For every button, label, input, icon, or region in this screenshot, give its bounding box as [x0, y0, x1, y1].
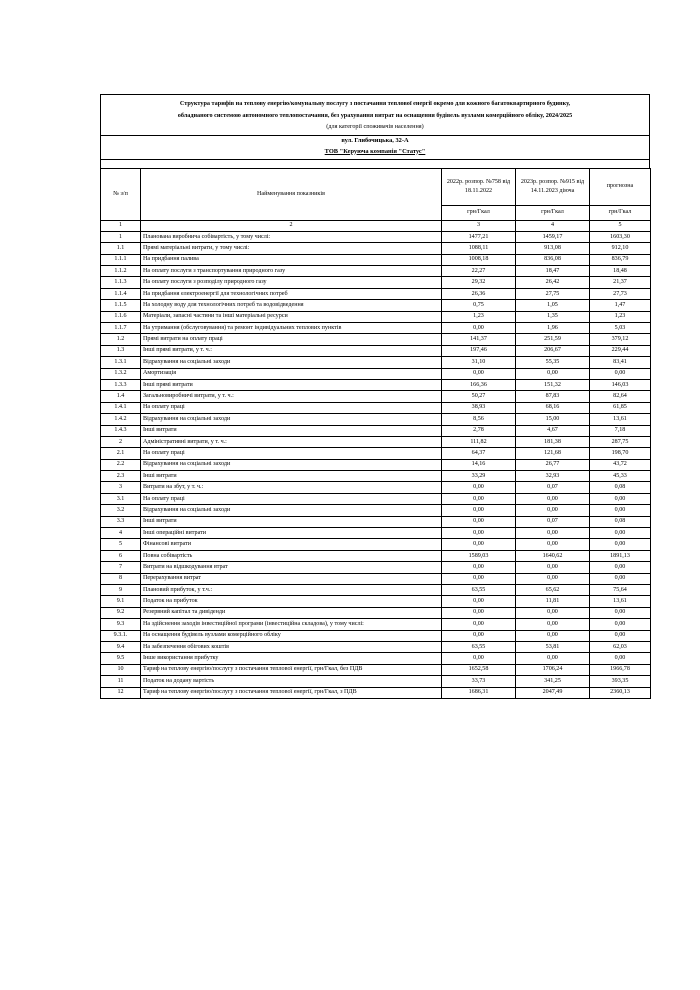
row-value-forecast: 83,41: [590, 357, 651, 368]
row-name: Прямі матеріальні витрати, у тому числі:: [141, 243, 442, 254]
row-name: Інші витрати: [141, 471, 442, 482]
row-num: 2.3: [101, 471, 141, 482]
table-row: [101, 402, 651, 413]
row-name: На здійснення заходів інвестиційної програми (інвестиційна складова), у тому числі:: [141, 619, 442, 630]
row-value-forecast: 75,64: [590, 585, 651, 596]
row-num: 1.1.5: [101, 300, 141, 311]
row-value-forecast: 0,00: [590, 653, 651, 664]
row-num: 12: [101, 687, 141, 698]
row-value-2022: 0,00: [442, 596, 516, 607]
table-row: [101, 277, 651, 288]
table-row: [101, 231, 651, 242]
row-value-2023: 0,00: [516, 607, 590, 618]
header-2023: 2023р. розпор. №915 від 14.11.2023 діюча: [516, 168, 590, 205]
row-value-2023: 65,62: [516, 585, 590, 596]
row-value-forecast: 1966,78: [590, 664, 651, 675]
header-num: № з/п: [101, 168, 141, 220]
row-value-2023: 27,75: [516, 288, 590, 299]
row-value-2022: 0,00: [442, 539, 516, 550]
row-value-2022: 141,37: [442, 334, 516, 345]
row-value-2022: 0,00: [442, 562, 516, 573]
table-row: [101, 357, 651, 368]
row-num: 1.4.2: [101, 414, 141, 425]
row-name: Загальновиробничі витрати, у т. ч.:: [141, 391, 442, 402]
document-title: [101, 95, 649, 135]
row-value-forecast: 1,23: [590, 311, 651, 322]
row-num: 9: [101, 585, 141, 596]
row-num: 3.3: [101, 516, 141, 527]
row-value-2023: 151,32: [516, 379, 590, 390]
row-name: Відрахування на соціальні заходи: [141, 357, 442, 368]
row-name: Тариф на теплову енергію/послугу з постачання теплової енергії, грн/Гкал, з ПДВ: [141, 687, 442, 698]
spacer-row: [101, 159, 649, 168]
row-name: На оплату праці: [141, 493, 442, 504]
row-num: 11: [101, 676, 141, 687]
row-name: Матеріали, запасні частини та інші матеріальні ресурси: [141, 311, 442, 322]
row-name: На забезпечення обігових коштів: [141, 641, 442, 652]
row-value-2023: 1706,24: [516, 664, 590, 675]
row-name: Витрати на збут, у т. ч.:: [141, 482, 442, 493]
row-value-forecast: 5,03: [590, 323, 651, 334]
row-value-2023: 206,67: [516, 345, 590, 356]
row-num: 1.4.1: [101, 402, 141, 413]
row-name: Тариф на теплову енергію/послугу з постачання теплової енергії, грн/Гкал, без ПДВ: [141, 664, 442, 675]
row-value-2022: 38,93: [442, 402, 516, 413]
row-value-2022: 14,16: [442, 459, 516, 470]
row-value-2023: 341,25: [516, 676, 590, 687]
row-name: На оплату праці: [141, 402, 442, 413]
row-value-forecast: 0,00: [590, 505, 651, 516]
row-value-2022: 166,36: [442, 379, 516, 390]
unit-2023: грн/Гкал: [516, 205, 590, 220]
row-num: 2: [101, 436, 141, 447]
row-value-forecast: 21,37: [590, 277, 651, 288]
row-value-2022: 1686,31: [442, 687, 516, 698]
row-value-forecast: 7,18: [590, 425, 651, 436]
company-name: [101, 147, 649, 159]
tariff-document: [100, 94, 650, 699]
header-name: Найменування показників: [141, 168, 442, 220]
row-value-2022: 26,36: [442, 288, 516, 299]
row-value-2023: 32,93: [516, 471, 590, 482]
row-value-2022: 33,73: [442, 676, 516, 687]
index-cell: 2: [141, 220, 442, 231]
index-cell: 3: [442, 220, 516, 231]
row-num: 1.1.3: [101, 277, 141, 288]
row-value-2022: 0,00: [442, 619, 516, 630]
row-num: 8: [101, 573, 141, 584]
row-name: Інше використання прибутку: [141, 653, 442, 664]
row-value-2023: 15,00: [516, 414, 590, 425]
row-value-forecast: 2360,13: [590, 687, 651, 698]
row-value-2023: 181,38: [516, 436, 590, 447]
table-row: [101, 585, 651, 596]
row-value-forecast: 61,85: [590, 402, 651, 413]
row-value-forecast: 1,47: [590, 300, 651, 311]
row-name: На оплату праці: [141, 448, 442, 459]
table-row: [101, 436, 651, 447]
title-line-1: Структура тарифів на теплову енергію/комунальну послугу з постачання теплової енергії окремо для кожного багатоквартирного будинку,: [179, 100, 571, 107]
table-row: [101, 414, 651, 425]
row-num: 9.1: [101, 596, 141, 607]
row-name: Інші прямі витрати, у т. ч.:: [141, 345, 442, 356]
row-value-forecast: 287,75: [590, 436, 651, 447]
row-value-2022: 1477,21: [442, 231, 516, 242]
row-num: 1.4.3: [101, 425, 141, 436]
row-name: Інші операційні витрати: [141, 528, 442, 539]
row-value-2023: 1640,62: [516, 550, 590, 561]
row-value-2022: 1589,03: [442, 550, 516, 561]
row-name: Повна собівартість: [141, 550, 442, 561]
row-value-2022: 63,55: [442, 585, 516, 596]
table-body: [101, 231, 651, 698]
table-row: [101, 323, 651, 334]
row-value-2023: 121,68: [516, 448, 590, 459]
row-value-2023: 11,81: [516, 596, 590, 607]
row-value-forecast: 1603,30: [590, 231, 651, 242]
row-num: 1: [101, 231, 141, 242]
row-value-2023: 26,77: [516, 459, 590, 470]
row-num: 1.2: [101, 334, 141, 345]
row-value-2022: 50,27: [442, 391, 516, 402]
row-name: Перерахування витрат: [141, 573, 442, 584]
row-num: 1.1.7: [101, 323, 141, 334]
index-cell: 1: [101, 220, 141, 231]
row-value-2022: 1008,18: [442, 254, 516, 265]
table-row: [101, 311, 651, 322]
row-num: 3.2: [101, 505, 141, 516]
row-num: 7: [101, 562, 141, 573]
row-value-2022: 31,10: [442, 357, 516, 368]
row-value-2023: 68,16: [516, 402, 590, 413]
table-row: [101, 243, 651, 254]
row-value-2023: 0,00: [516, 562, 590, 573]
row-value-forecast: 393,35: [590, 676, 651, 687]
row-value-2022: 64,37: [442, 448, 516, 459]
table-row: [101, 471, 651, 482]
row-value-2022: 1088,11: [442, 243, 516, 254]
row-value-2022: 0,00: [442, 653, 516, 664]
table-row: [101, 368, 651, 379]
table-row: [101, 619, 651, 630]
row-value-2022: 0,00: [442, 323, 516, 334]
table-row: [101, 630, 651, 641]
row-value-forecast: 0,00: [590, 539, 651, 550]
row-name: Витрати на відшкодування втрат: [141, 562, 442, 573]
row-value-2023: 0,00: [516, 653, 590, 664]
row-value-forecast: 43,72: [590, 459, 651, 470]
unit-forecast: грн/Гкал: [590, 205, 651, 220]
row-num: 4: [101, 528, 141, 539]
row-value-2022: 0,00: [442, 493, 516, 504]
row-num: 10: [101, 664, 141, 675]
row-value-2023: 0,00: [516, 505, 590, 516]
row-value-2023: 836,08: [516, 254, 590, 265]
row-value-forecast: 0,00: [590, 619, 651, 630]
table-row: [101, 391, 651, 402]
document-header: [100, 94, 650, 168]
row-value-2022: 0,00: [442, 368, 516, 379]
table-row: [101, 300, 651, 311]
row-value-2023: 87,83: [516, 391, 590, 402]
row-num: 9.3.1.: [101, 630, 141, 641]
table-header-row: [101, 168, 651, 205]
row-value-2023: 4,67: [516, 425, 590, 436]
row-value-2023: 26,42: [516, 277, 590, 288]
table-row: [101, 505, 651, 516]
row-value-2022: 0,00: [442, 505, 516, 516]
row-num: 1.3.1: [101, 357, 141, 368]
row-name: На придбання електроенергії для технологічних потреб: [141, 288, 442, 299]
table-row: [101, 459, 651, 470]
row-num: 1.1.2: [101, 266, 141, 277]
row-value-2022: 8,56: [442, 414, 516, 425]
row-num: 1.1.6: [101, 311, 141, 322]
row-value-2023: 0,07: [516, 516, 590, 527]
row-value-forecast: 0,08: [590, 482, 651, 493]
row-value-2022: 0,00: [442, 573, 516, 584]
row-value-2022: 33,29: [442, 471, 516, 482]
row-name: Прямі витрати на оплату праці: [141, 334, 442, 345]
row-value-2022: 29,32: [442, 277, 516, 288]
table-row: [101, 266, 651, 277]
row-name: Фінансові витрати: [141, 539, 442, 550]
table-row: [101, 288, 651, 299]
row-num: 1.1.4: [101, 288, 141, 299]
row-value-2022: 111,82: [442, 436, 516, 447]
row-name: Плановий прибуток, у т.ч.:: [141, 585, 442, 596]
table-row: [101, 379, 651, 390]
row-value-forecast: 13,61: [590, 414, 651, 425]
table-row: [101, 664, 651, 675]
row-value-2022: 0,00: [442, 528, 516, 539]
company-name-text: ТОВ "Керуюча компанія "Статус": [324, 147, 426, 155]
row-value-2023: 0,07: [516, 482, 590, 493]
row-value-2023: 1,35: [516, 311, 590, 322]
row-name: Планована виробнича собівартість, у тому числі:: [141, 231, 442, 242]
table-row: [101, 516, 651, 527]
row-value-2023: 0,00: [516, 528, 590, 539]
table-row: [101, 596, 651, 607]
row-value-2022: 197,46: [442, 345, 516, 356]
row-name: На оплату послуги з розподілу природного газу: [141, 277, 442, 288]
row-value-forecast: 0,08: [590, 516, 651, 527]
table-row: [101, 528, 651, 539]
row-name: На оснащення будівель вузлами комерційного обліку: [141, 630, 442, 641]
row-name: На утримання (обслуговування) та ремонт індивідуальних теплових пунктів: [141, 323, 442, 334]
tariff-table: [100, 168, 651, 699]
table-row: [101, 653, 651, 664]
row-value-forecast: 18,48: [590, 266, 651, 277]
row-value-forecast: 0,00: [590, 528, 651, 539]
row-value-forecast: 0,00: [590, 573, 651, 584]
address: вул. Глибочицька, 32-А: [101, 135, 649, 147]
row-num: 9.3: [101, 619, 141, 630]
row-num: 2.2: [101, 459, 141, 470]
header-forecast: прогнозна: [590, 168, 651, 205]
row-value-2022: 0,00: [442, 607, 516, 618]
row-value-2023: 1459,17: [516, 231, 590, 242]
row-value-2022: 2,78: [442, 425, 516, 436]
row-value-forecast: 229,44: [590, 345, 651, 356]
row-value-2023: 55,35: [516, 357, 590, 368]
row-value-2022: 1,23: [442, 311, 516, 322]
row-value-2022: 1652,58: [442, 664, 516, 675]
index-cell: 5: [590, 220, 651, 231]
table-row: [101, 482, 651, 493]
unit-2022: грн/Гкал: [442, 205, 516, 220]
row-num: 1.3: [101, 345, 141, 356]
title-line-2: обладнаного системою автономного теплопостачання, без урахування витрат на оснащення будівель вузлами комерційного обліку, 2024/2025: [177, 111, 573, 119]
table-row: [101, 607, 651, 618]
row-value-2023: 251,59: [516, 334, 590, 345]
table-row: [101, 345, 651, 356]
row-value-2023: 0,00: [516, 630, 590, 641]
table-row: [101, 687, 651, 698]
table-row: [101, 493, 651, 504]
row-num: 9.4: [101, 641, 141, 652]
table-row: [101, 539, 651, 550]
row-name: На придбання палива: [141, 254, 442, 265]
row-name: Інші витрати: [141, 516, 442, 527]
row-num: 1.4: [101, 391, 141, 402]
row-value-2023: 18,47: [516, 266, 590, 277]
row-name: Відрахування на соціальні заходи: [141, 505, 442, 516]
row-value-2023: 0,00: [516, 619, 590, 630]
row-value-2023: 1,05: [516, 300, 590, 311]
row-value-forecast: 27,73: [590, 288, 651, 299]
row-value-forecast: 0,00: [590, 607, 651, 618]
row-value-2022: 0,00: [442, 482, 516, 493]
row-value-forecast: 13,61: [590, 596, 651, 607]
row-num: 3.1: [101, 493, 141, 504]
row-num: 2.1: [101, 448, 141, 459]
row-num: 6: [101, 550, 141, 561]
table-index-row: [101, 220, 651, 231]
index-cell: 4: [516, 220, 590, 231]
row-value-2022: 0,00: [442, 516, 516, 527]
row-value-forecast: 0,00: [590, 368, 651, 379]
row-name: Податок на прибуток: [141, 596, 442, 607]
row-value-forecast: 836,79: [590, 254, 651, 265]
row-num: 5: [101, 539, 141, 550]
row-num: 1.3.3: [101, 379, 141, 390]
row-value-2023: 53,81: [516, 641, 590, 652]
title-line-3: (для категорії споживачів населення): [326, 123, 424, 130]
table-row: [101, 448, 651, 459]
row-name: Відрахування на соціальні заходи: [141, 414, 442, 425]
row-value-2022: 0,75: [442, 300, 516, 311]
row-value-forecast: 198,70: [590, 448, 651, 459]
row-value-2023: 0,00: [516, 573, 590, 584]
row-value-2023: 0,00: [516, 493, 590, 504]
table-row: [101, 641, 651, 652]
row-value-forecast: 82,64: [590, 391, 651, 402]
row-value-forecast: 0,00: [590, 562, 651, 573]
row-value-forecast: 379,12: [590, 334, 651, 345]
row-value-2022: 0,00: [442, 630, 516, 641]
row-value-2022: 63,55: [442, 641, 516, 652]
row-value-forecast: 146,03: [590, 379, 651, 390]
row-name: На холодну воду для технологічних потреб та водовідведення: [141, 300, 442, 311]
table-row: [101, 550, 651, 561]
row-name: На оплату послуги з транспортування природного газу: [141, 266, 442, 277]
table-row: [101, 562, 651, 573]
row-value-forecast: 0,00: [590, 493, 651, 504]
table-row: [101, 676, 651, 687]
row-value-2023: 2047,49: [516, 687, 590, 698]
row-value-forecast: 45,33: [590, 471, 651, 482]
row-num: 1.1: [101, 243, 141, 254]
table-row: [101, 425, 651, 436]
row-value-2023: 913,08: [516, 243, 590, 254]
table-row: [101, 573, 651, 584]
row-value-forecast: 62,03: [590, 641, 651, 652]
row-value-forecast: 912,10: [590, 243, 651, 254]
row-name: Інші витрати: [141, 425, 442, 436]
row-value-2022: 22,27: [442, 266, 516, 277]
row-name: Амортизація: [141, 368, 442, 379]
row-value-forecast: 0,00: [590, 630, 651, 641]
row-num: 1.3.2: [101, 368, 141, 379]
row-num: 3: [101, 482, 141, 493]
row-name: Інші прямі витрати: [141, 379, 442, 390]
row-num: 9.2: [101, 607, 141, 618]
table-row: [101, 334, 651, 345]
row-name: Адміністративні витрати, у т. ч.:: [141, 436, 442, 447]
row-value-forecast: 1891,13: [590, 550, 651, 561]
table-row: [101, 254, 651, 265]
row-name: Резервний капітал та дивіденди: [141, 607, 442, 618]
row-value-2023: 0,00: [516, 539, 590, 550]
header-2022: 2022р. розпор. №758 від 18.11.2022: [442, 168, 516, 205]
row-value-2023: 1,96: [516, 323, 590, 334]
row-value-2023: 0,00: [516, 368, 590, 379]
row-num: 9.5: [101, 653, 141, 664]
row-name: Податок на додану вартість: [141, 676, 442, 687]
row-num: 1.1.1: [101, 254, 141, 265]
row-name: Відрахування на соціальні заходи: [141, 459, 442, 470]
